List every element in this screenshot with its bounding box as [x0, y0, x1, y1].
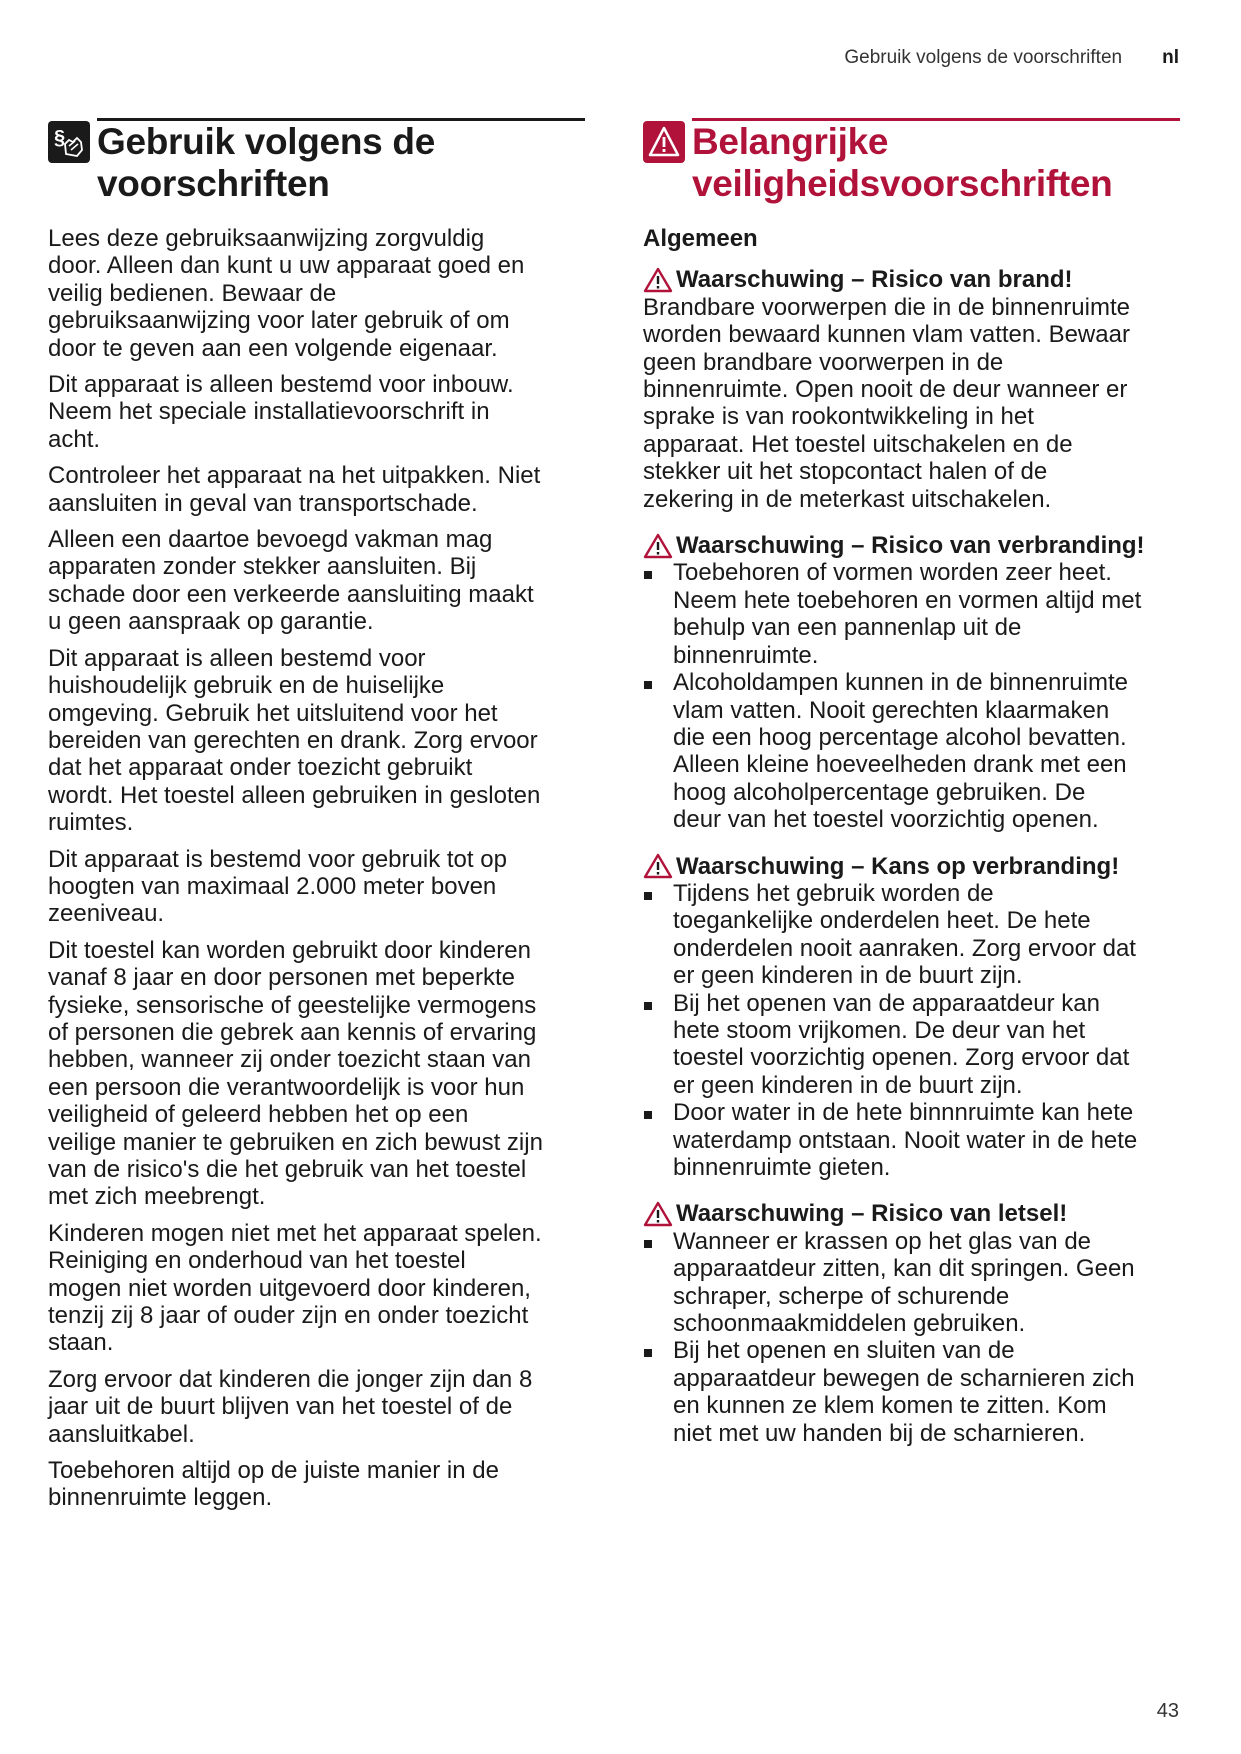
- text-line: jaar uit de buurt blijven van het toestel of de: [48, 1393, 513, 1421]
- warning-triangle-icon: [643, 853, 673, 879]
- list-item: [643, 1099, 1180, 1181]
- text-line: Alcoholdampen kunnen in de binnenruimte: [673, 669, 1128, 697]
- list-item: [643, 669, 1180, 833]
- text-line: veilige manier te gebruiken en zich bewust zijn: [48, 1128, 543, 1156]
- bullet-square-icon: [644, 892, 652, 900]
- bullet-square-icon: [644, 571, 652, 579]
- text-line: niet met uw handen bij de scharnieren.: [673, 1419, 1086, 1447]
- text-line: vanaf 8 jaar en door personen met beperkte: [48, 964, 515, 992]
- text-line: stekker uit het stopcontact halen of de: [643, 458, 1048, 486]
- warning-heading-text: Waarschuwing – Kans op verbranding!: [676, 852, 1120, 880]
- warning-block: [643, 853, 1180, 1182]
- text-line: apparaten zonder stekker aansluiten. Bij: [48, 553, 477, 581]
- text-line: schade door een verkeerde aansluiting maakt: [48, 580, 534, 608]
- text-line: wordt. Het toestel alleen gebruiken in gesloten: [48, 781, 541, 809]
- text-line: apparaatdeur zitten, kan dit springen. Geen: [673, 1255, 1135, 1283]
- warning-triangle-icon: [643, 121, 685, 163]
- text-line: Neem hete toebehoren en vormen altijd met: [673, 586, 1142, 614]
- text-line: Door water in de hete binnnruimte kan hete: [673, 1099, 1134, 1127]
- warning-triangle-icon: [643, 533, 673, 559]
- paragraph: [48, 371, 585, 453]
- text-line: door te geven aan een volgende eigenaar.: [48, 334, 498, 362]
- bullet-square-icon: [644, 681, 652, 689]
- list-item: [643, 559, 1180, 669]
- bullet-square-icon: [644, 1349, 652, 1357]
- text-line: Alleen een daartoe bevoegd vakman mag: [48, 526, 493, 554]
- text-line: Dit apparaat is bestemd voor gebruik tot op: [48, 845, 507, 873]
- text-line: hoogten van maximaal 2.000 meter boven: [48, 872, 497, 900]
- text-line: aansluitkabel.: [48, 1420, 195, 1448]
- list-item: [643, 880, 1180, 990]
- page-number: 43: [1156, 1700, 1179, 1722]
- text-line: ruimtes.: [48, 809, 134, 837]
- title-line: veiligheidsvoorschriften: [692, 163, 1113, 204]
- section-title-safety: [692, 118, 1180, 205]
- list-item: [643, 1228, 1180, 1338]
- text-line: Zorg ervoor dat kinderen die jonger zijn dan 8: [48, 1365, 533, 1393]
- text-line: Toebehoren altijd op de juiste manier in de: [48, 1457, 499, 1485]
- text-line: sprake is van rookontwikkeling in het: [643, 403, 1034, 431]
- text-line: Bij het openen en sluiten van de: [673, 1337, 1015, 1365]
- text-line: hoog alcoholpercentage gebruiken. De: [673, 778, 1086, 806]
- text-line: Alleen kleine hoeveelheden drank met een: [673, 751, 1127, 779]
- title-line: Gebruik volgens de: [97, 121, 435, 162]
- text-line: huishoudelijk gebruik en de huiselijke: [48, 672, 445, 700]
- warning-triangle-icon: [643, 1201, 673, 1227]
- text-line: binnenruimte leggen.: [48, 1484, 273, 1512]
- text-line: Lees deze gebruiksaanwijzing zorgvuldig: [48, 225, 485, 252]
- text-line: gebruiksaanwijzing voor later gebruik of om: [48, 307, 510, 335]
- text-line: er geen kinderen in de buurt zijn.: [673, 962, 1023, 990]
- text-line: Bij het openen van de apparaatdeur kan: [673, 989, 1100, 1017]
- text-line: u geen aanspraak op garantie.: [48, 608, 374, 636]
- bullet-square-icon: [644, 1002, 652, 1010]
- language-code: nl: [1162, 47, 1179, 68]
- text-line: Tijdens het gebruik worden de: [673, 879, 994, 907]
- text-line: die een hoog percentage alcohol bevatten.: [673, 723, 1127, 751]
- text-line: mogen niet worden uitgevoerd door kinderen,: [48, 1274, 531, 1302]
- text-line: een persoon die verantwoordelijk is voor hun: [48, 1073, 525, 1101]
- paragraph: [48, 526, 585, 636]
- warning-block: [643, 1200, 1180, 1447]
- text-line: toegankelijke onderdelen heet. De hete: [673, 907, 1091, 935]
- paragraph: [48, 225, 585, 362]
- text-line: waterdamp ontstaan. Nooit water in de hete: [673, 1126, 1138, 1154]
- text-line: dat het apparaat onder toezicht gebruikt: [48, 754, 473, 782]
- bullet-square-icon: [644, 1240, 652, 1248]
- text-line: Controleer het apparaat na het uitpakken. Niet: [48, 462, 541, 490]
- text-line: omgeving. Gebruik het uitsluitend voor het: [48, 699, 498, 727]
- paragraph: [48, 1366, 585, 1448]
- text-line: vlam vatten. Nooit gerechten klaarmaken: [673, 696, 1110, 724]
- paragraph: [48, 1220, 585, 1357]
- warning-block: [643, 266, 1180, 513]
- text-line: binnenruimte.: [673, 641, 819, 669]
- text-line: veilig bedienen. Bewaar de: [48, 279, 337, 307]
- svg-text:§: §: [54, 127, 66, 149]
- text-line: met zich meebrengt.: [48, 1183, 266, 1211]
- warning-heading-text: Waarschuwing – Risico van verbranding!: [676, 532, 1145, 560]
- text-line: veiligheid of geleerd hebben het op een: [48, 1101, 469, 1129]
- text-line: apparaatdeur bewegen de scharnieren zich: [673, 1364, 1135, 1392]
- text-line: acht.: [48, 425, 101, 453]
- text-line: zekering in de meterkast uitschakelen.: [643, 485, 1052, 513]
- title-line: voorschriften: [97, 163, 330, 204]
- text-line: Wanneer er krassen op het glas van de: [673, 1227, 1092, 1255]
- text-line: zeeniveau.: [48, 900, 165, 928]
- running-header-title: Gebruik volgens de voorschriften: [844, 47, 1123, 68]
- text-line: behulp van een pannenlap uit de: [673, 614, 1022, 642]
- warning-heading: [643, 1200, 1180, 1227]
- text-line: tenzij zij 8 jaar of ouder zijn en onder toezicht: [48, 1302, 529, 1330]
- right-body: [643, 225, 1180, 1447]
- text-line: geen brandbare voorwerpen in de: [643, 348, 1004, 376]
- right-column: [643, 118, 1180, 1466]
- warning-heading-text: Waarschuwing – Risico van letsel!: [676, 1200, 1068, 1228]
- text-line: deur van het toestel voorzichtig openen.: [673, 806, 1099, 834]
- subheading-general: Algemeen: [643, 225, 758, 252]
- text-line: Dit apparaat is alleen bestemd voor inbouw.: [48, 371, 514, 399]
- warning-heading: [643, 266, 1180, 293]
- text-line: van de risico's die het gebruik van het toestel: [48, 1156, 527, 1183]
- text-line: Dit toestel kan worden gebruikt door kinderen: [48, 936, 531, 964]
- warning-heading: [643, 853, 1180, 880]
- left-body: [48, 225, 585, 1512]
- text-line: Toebehoren of vormen worden zeer heet.: [673, 559, 1112, 587]
- text-line: of personen die gebrek aan kennis of ervaring: [48, 1018, 537, 1046]
- warning-heading-text: Waarschuwing – Risico van brand!: [676, 266, 1073, 294]
- left-column: [48, 118, 585, 1521]
- text-line: bereiden van gerechten en drank. Zorg ervoor: [48, 726, 538, 754]
- text-line: Neem het speciale installatievoorschrift in: [48, 398, 490, 426]
- text-line: binnenruimte gieten.: [673, 1154, 891, 1181]
- text-line: er geen kinderen in de buurt zijn.: [673, 1071, 1023, 1099]
- text-line: en kunnen ze klem komen te zitten. Kom: [673, 1392, 1107, 1420]
- text-line: schoonmaakmiddelen gebruiken.: [673, 1310, 1026, 1338]
- warnings-list: [643, 266, 1180, 1447]
- list-item: [643, 1337, 1180, 1447]
- warning-heading: [643, 532, 1180, 559]
- text-line: toestel voorzichtig openen. Zorg ervoor dat: [673, 1044, 1130, 1072]
- text-line: Brandbare voorwerpen die in de binnenruimte: [643, 293, 1130, 321]
- text-line: hebben, wanneer zij onder toezicht staan van: [48, 1046, 531, 1074]
- section-title-intended-use: [54, 118, 585, 205]
- text-line: aansluiten in geval van transportschade.: [48, 489, 478, 517]
- paragraph: [48, 846, 585, 928]
- title-line: Belangrijke: [692, 121, 889, 162]
- text-line: staan.: [48, 1329, 114, 1357]
- text-line: Dit apparaat is alleen bestemd voor: [48, 644, 426, 672]
- paragraph: [48, 937, 585, 1211]
- list-item: [643, 990, 1180, 1100]
- text-line: onderdelen nooit aanraken. Zorg ervoor dat: [673, 934, 1136, 962]
- text-line: binnenruimte. Open nooit de deur wanneer er: [643, 376, 1128, 404]
- text-line: worden bewaard kunnen vlam vatten. Bewaar: [643, 321, 1130, 349]
- running-header: [844, 47, 1179, 69]
- paragraph: [48, 462, 585, 517]
- text-line: apparaat. Het toestel uitschakelen en de: [643, 430, 1073, 458]
- paragraph: [48, 645, 585, 837]
- warning-triangle-icon: [643, 267, 673, 293]
- text-line: schraper, scherpe of schurende: [673, 1282, 1010, 1310]
- text-line: Kinderen mogen niet met het apparaat spelen.: [48, 1219, 542, 1247]
- paragraph-hand-icon: [48, 121, 90, 163]
- paragraph: [48, 1457, 585, 1512]
- warning-block: [643, 532, 1180, 833]
- text-line: Reiniging en onderhoud van het toestel: [48, 1247, 466, 1275]
- text-line: hete stoom vrijkomen. De deur van het: [673, 1016, 1086, 1044]
- bullet-square-icon: [644, 1111, 652, 1119]
- text-line: fysieke, sensorische of geestelijke vermogens: [48, 991, 537, 1019]
- text-line: door. Alleen dan kunt u uw apparaat goed en: [48, 252, 525, 280]
